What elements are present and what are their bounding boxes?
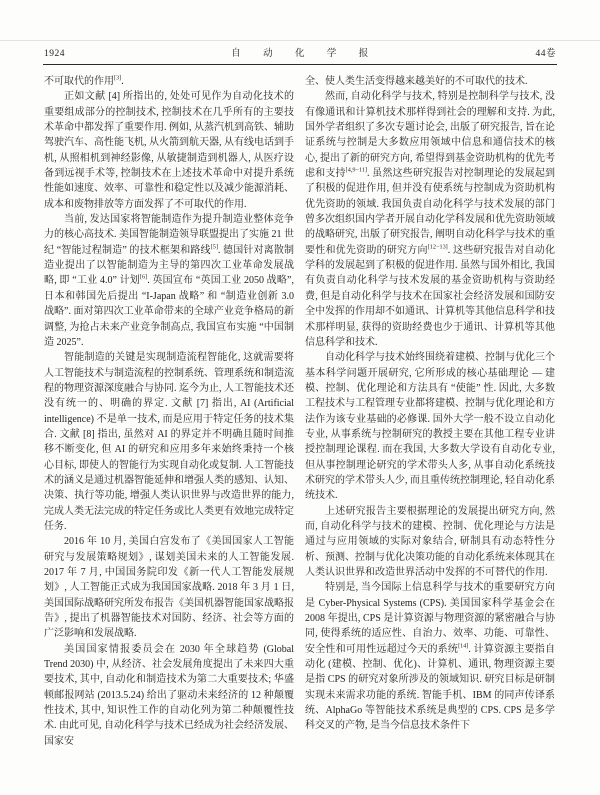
paragraph: 2016 年 10 月, 美国白宫发布了《美国国家人工智能研究与发展策略规划》, 谋划美国未来的人工智能发展. 2017 年 7 月, 中国国务院印发《新一代人工智能发展规划》, 人工智能正式成为我国国家战略. 2018 年 3 月 1 日, 美国国际战略研究所发布报告《美国机器智能国家战略报告》, 提出了机器智能技术对国防、经济、社会等方面的广泛影响和发展战略. <box>44 536 294 640</box>
paragraph: 特别是, 当今国际上信息科学与技术的重要研究方向是 Cyber-Physical Systems (CPS). 美国国家科学基金会在 2008 年提出, CPS 是计算资源与物理资源的紧密融合与协同, 使得系统的适应性、自治力、效率、功能、可靠性、安全性和可用性远超过今天的系统[14]. 计算资源主要指自动化 (建模、控制、优化)、计算机、通讯, 物理资源主要是指 CPS 的研究对象所涉及的领域知识. 研究目标是研制实现未来需求功能的系统. 智能手机、IBM 的同声传译系统、AlphaGo 等智能技术系统是典型的 CPS. CPS 是多学科交叉的产物, 是当今信息技术条件下 <box>305 582 556 732</box>
left-column <box>44 74 294 749</box>
paragraph: 当前, 发达国家将智能制造作为提升制造业整体竞争力的核心高技术. 美国智能制造领导联盟提出了实施 21 世纪 “智能过程制造” 的技术框架和路线[5]. 德国针对离散制造业提出了以智能制造为主导的第四次工业革命发展战略, 即 “工业 4.0” 计划[6]. 英国宣布 “英国工业 2050 战略”, 日本和韩国先后提出 “I-Japan 战略” 和 “制造业创新 3.0 战略”. 面对第四次工业革命带来的全球产业竞争格局的新调整, 为抢占未来产业竞争制高点, 我国宣布实施 “中国制造 2025”. <box>44 214 294 348</box>
page-header <box>0 0 600 59</box>
paragraph: 智能制造的关键是实现制造流程智能化, 这就需要将人工智能技术与制造流程的控制系统、管理系统和制造流程的物理资源深度融合与协同. 迄今为止, 人工智能技术还没有统一的、明确的界定. 文献 [7] 指出, AI (Artificial intelligence) 不是单一技术, 而是应用于特定任务的技术集合. 文献 [8] 指出, 虽然对 AI 的界定并不明确且随时间推移不断变化, 但 AI 的研究和应用多年来始终秉持一个核心目标, 即使人的智能行为实现自动化或复制. 人工智能技术的涵义是通过机器智能延伸和增强人类的感知、认知、决策、执行等功能, 增强人类认识世界与改造世界的能力, 完成人类无法完成的特定任务或比人类更有效地完成特定任务. <box>44 352 294 532</box>
paragraph: 全、使人类生活变得越来越美好的不可取代的技术. <box>305 76 528 87</box>
article-body <box>0 65 600 749</box>
page-number: 1924 <box>44 49 65 59</box>
paragraph: 正如文献 [4] 所指出的, 处处可见作为自动化技术的重要组成部分的控制技术, 控制技术在几乎所有的主要技术革命中都发挥了重要作用. 例如, 从蒸汽机到高铁、辅助驾驶汽车、高性能飞机, 从火箭到航天器, 从有线电话到手机, 从照相机到神经影像, 从敏捷制造到机器人, 从医疗设备到远视手术等, 控制技术在上述技术革命中对提升系统性能如速度、效率、可靠性和稳定性以及减少能源消耗、成本和废物排放等方面发挥了不可取代的作用. <box>44 91 294 210</box>
paragraph: 然而, 自动化科学与技术, 特别是控制科学与技术, 没有像通讯和计算机技术那样得到社会的理解和支持. 为此, 国外学者组织了多次专题讨论会, 出版了研究报告, 旨在论证系统与控制是大多数应用领域中信息和通信技术的核心, 提出了新的研究方向, 希望得到基金资助机构的优先考虑和支持[4,9−11]. 虽然这些研究报告对控制理论的发展起到了积极的促进作用, 但并没有使系统与控制成为资助机构优先资助的领域. 我国负责自动化科学与技术发展的部门曾多次组织国内学者开展自动化学科发展和优先资助领域的战略研究, 出版了研究报告, 阐明自动化科学与技术的重要性和优先资助的研究方向[12−13]. 这些研究报告对自动化学科的发展起到了积极的促进作用. 虽然与国外相比, 我国有负责自动化科学与技术发展的基金资助机构与资助经费, 但是自动化科学与技术在国家社会经济发展和国防安全中发挥的作用却不如通讯、计算机等其他信息科学和技术那样明显, 获得的资助经费也少于通讯、计算机等其他信息科学和技术. <box>305 91 556 348</box>
paragraph: 自动化科学与技术始终围绕着建模、控制与优化三个基本科学问题开展研究, 它所形成的核心基础理论 — 建模、控制、优化理论和方法具有 “使能” 性. 因此, 大多数工程技术与工程管理专业都将建模、控制与优化理论和方法作为该专业基础的必修课. 国外大学一般不设立自动化专业, 从事系统与控制研究的教授主要在其他工程专业讲授控制理论课程. 而在我国, 大多数大学设有自动化专业, 但从事控制理论研究的学术带头人多, 从事自动化系统技术研究的学术带头人少, 而且重传统控制理论, 轻自动化系统技术. <box>305 352 555 502</box>
paragraph: 不可取代的作用[3]. <box>44 74 124 87</box>
paragraph: 上述研究报告主要根据理论的发展提出研究方向, 然而, 自动化科学与技术的建模、控制、优化理论与方法是通过与应用领域的实际对象结合, 研制具有动态特性分析、预测、控制与优化决策功能的自动化系统来体现其在人类认识世界和改造世界活动中发挥的不可替代的作用. <box>305 505 555 578</box>
volume-number: 44卷 <box>535 49 556 59</box>
journal-title: 自 动 化 学 报 <box>231 49 370 59</box>
paragraph: 美国国家情报委员会在 2030 年全球趋势 (Global Trend 2030) 中, 从经济、社会发展角度提出了未来四大重要技术, 其中, 自动化和制造技术为第二大重要技术; 华盛顿邮报网站 (2013.5.24) 给出了驱动未来经济的 12 种颠覆性技术, 其中, 知识性工作的自动化列为第二种颠覆性技术. 由此可见, 自动化科学与技术已经成为社会经济发展、国家安 <box>44 643 294 747</box>
scan-edge-line <box>0 40 600 41</box>
right-column <box>305 74 555 749</box>
